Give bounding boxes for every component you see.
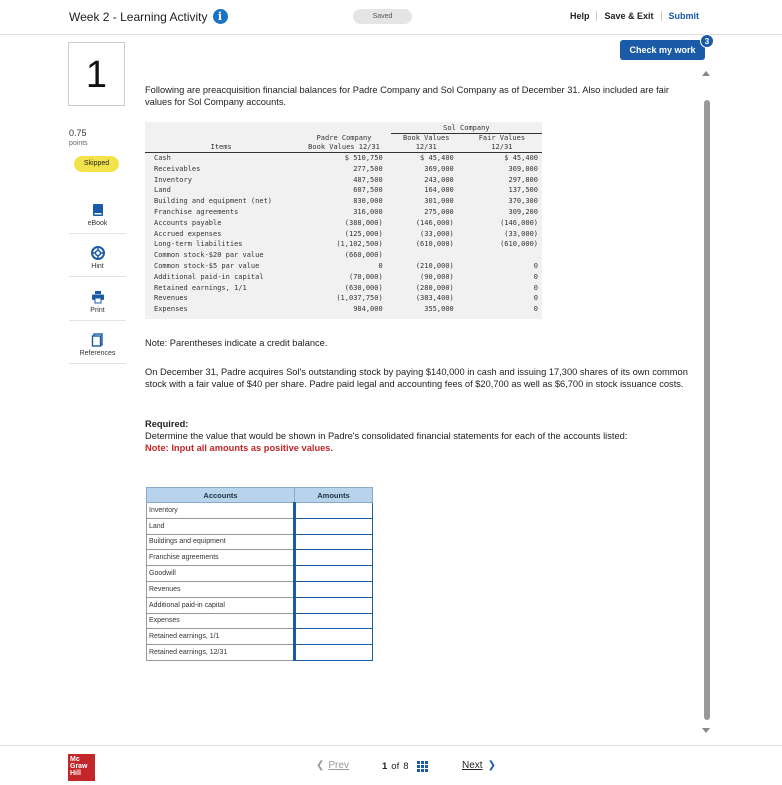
item-cell: Building and equipment (net) [154, 197, 273, 206]
question-intro: Following are preacquisition financial balances for Padre Company and Sol Company as of December 31. Also included are fair values for Sol Company accounts. [145, 85, 670, 107]
table-row [145, 164, 542, 175]
scrollbar-thumb[interactable] [704, 100, 710, 720]
table-row [145, 283, 542, 294]
value-cell: (146,000) [415, 218, 454, 227]
table-row [145, 229, 542, 240]
account-label: Revenues [147, 581, 295, 597]
print-tool[interactable] [69, 290, 126, 321]
logo-line-3: Hill [70, 770, 81, 777]
table-row [145, 175, 542, 186]
amount-input[interactable] [296, 614, 372, 627]
amount-cell [295, 534, 373, 550]
value-cell: 164,000 [424, 186, 454, 195]
sol-book-header-1: Book Values [403, 134, 450, 142]
parentheses-note: Note: Parentheses indicate a credit balance. [145, 338, 328, 348]
amount-cell [295, 613, 373, 629]
book-icon [91, 203, 105, 217]
value-cell: 0 [533, 294, 538, 303]
item-cell: Accrued expenses [154, 229, 222, 238]
submit-link[interactable]: Submit [661, 11, 707, 21]
sol-fair-header-1: Fair Values [478, 134, 526, 142]
value-cell: (388,000) [344, 218, 383, 227]
amount-input[interactable] [296, 551, 372, 564]
value-cell: $ 45,400 [504, 154, 538, 162]
value-cell: (280,000) [415, 283, 454, 292]
value-cell: (210,000) [415, 261, 454, 270]
value-cell: 984,000 [353, 305, 383, 314]
answer-row [147, 550, 373, 566]
logo-line-2: Graw [70, 763, 88, 770]
account-label: Inventory [147, 503, 295, 519]
lifebuoy-icon [91, 246, 105, 260]
balance-table [145, 124, 542, 315]
item-cell: Cash [154, 154, 171, 162]
value-cell: 137,500 [508, 186, 538, 195]
document-icon [91, 333, 105, 347]
item-cell: Franchise agreements [154, 207, 239, 216]
item-cell: Land [154, 186, 171, 195]
value-cell: $ 45,400 [420, 154, 454, 162]
value-cell: 607,500 [353, 186, 383, 195]
assignment-title-text: Week 2 - Learning Activity [69, 9, 208, 24]
items-header: Items [145, 143, 297, 153]
hint-tool[interactable] [69, 246, 126, 277]
required-text: Determine the value that would be shown in Padre's consolidated financial statements for each of the accounts listed: [145, 431, 628, 441]
required-note: Note: Input all amounts as positive values. [145, 443, 334, 453]
amount-input[interactable] [296, 535, 372, 548]
help-link[interactable]: Help [569, 11, 590, 21]
prev-label: Prev [328, 760, 349, 771]
ebook-tool[interactable] [69, 203, 126, 234]
chevron-left-icon: ❮ [316, 760, 325, 771]
value-cell: (660,000) [344, 251, 383, 260]
value-cell: 487,500 [353, 175, 383, 184]
value-cell: 0 [378, 261, 383, 270]
item-cell: Common stock-$20 par value [154, 251, 264, 260]
check-my-work-button[interactable]: Check my work [620, 40, 705, 60]
value-cell: 243,000 [424, 175, 454, 184]
points-value: 0.75 [69, 128, 87, 138]
next-button[interactable] [462, 760, 496, 771]
item-cell: Common stock-$5 par value [154, 261, 260, 270]
required-label: Required: [145, 419, 189, 429]
amount-input[interactable] [296, 520, 372, 533]
value-cell: 309,200 [508, 207, 538, 216]
table-row [145, 207, 542, 218]
saved-indicator: Saved [353, 9, 412, 24]
mcgraw-hill-logo [68, 754, 95, 781]
accounts-header: Accounts [147, 488, 295, 503]
value-cell: (146,000) [500, 218, 538, 227]
balance-table-container [145, 122, 542, 319]
item-cell: Retained earnings, 1/1 [154, 283, 247, 292]
answer-row [147, 629, 373, 645]
footer [0, 745, 782, 785]
grid-icon[interactable] [417, 761, 428, 772]
top-actions [563, 11, 706, 21]
current-page: 1 [382, 761, 388, 772]
account-label: Buildings and equipment [147, 534, 295, 550]
value-cell: 370,300 [508, 197, 538, 206]
answer-row [147, 645, 373, 661]
item-cell: Revenues [154, 294, 188, 303]
value-cell: 0 [533, 305, 538, 314]
value-cell: (1,037,750) [336, 294, 383, 303]
top-bar [0, 0, 782, 35]
references-tool[interactable] [69, 333, 126, 364]
account-label: Land [147, 518, 295, 534]
item-cell: Additional paid-in capital [154, 272, 264, 281]
amount-input[interactable] [296, 646, 372, 659]
table-row [145, 250, 542, 261]
table-row [145, 304, 542, 315]
answer-row [147, 613, 373, 629]
padre-header-2: Book Values 12/31 [297, 143, 390, 153]
table-row [145, 185, 542, 196]
value-cell: (610,000) [415, 240, 454, 249]
total-pages: 8 [403, 761, 409, 772]
value-cell: (125,000) [344, 229, 383, 238]
value-cell: (383,400) [415, 294, 454, 303]
value-cell: 301,000 [424, 197, 454, 206]
table-row [145, 272, 542, 283]
value-cell: $ 510,750 [344, 154, 383, 162]
value-cell: 316,000 [353, 207, 383, 216]
item-cell: Expenses [154, 305, 188, 314]
account-label: Expenses [147, 613, 295, 629]
value-cell: 277,500 [353, 164, 383, 173]
next-label: Next [462, 760, 483, 771]
account-label: Additional paid-in capital [147, 597, 295, 613]
value-cell [462, 250, 542, 261]
value-cell: 297,800 [508, 175, 538, 184]
item-cell: Long-term liabilities [154, 240, 243, 249]
table-row [145, 239, 542, 250]
account-label: Franchise agreements [147, 550, 295, 566]
item-cell: Inventory [154, 175, 192, 184]
amount-input[interactable] [296, 599, 372, 612]
answer-row [147, 566, 373, 582]
references-label: References [79, 350, 116, 357]
info-icon[interactable]: i [213, 9, 228, 24]
answer-row [147, 581, 373, 597]
account-label: Retained earnings, 12/31 [147, 645, 295, 661]
answer-row [147, 597, 373, 613]
value-cell: (90,000) [420, 272, 454, 281]
amounts-header: Amounts [295, 488, 373, 503]
value-cell: (630,000) [344, 283, 383, 292]
answer-row [147, 518, 373, 534]
amount-input[interactable] [296, 583, 372, 596]
amount-cell [295, 629, 373, 645]
page-indicator[interactable] [382, 761, 428, 772]
scroll-down-arrow-icon[interactable] [702, 728, 710, 733]
table-row [145, 218, 542, 229]
amount-input[interactable] [296, 504, 372, 517]
value-cell: 830,000 [353, 197, 383, 206]
value-cell: 355,000 [424, 305, 454, 314]
amount-cell [295, 503, 373, 519]
amount-cell [295, 518, 373, 534]
value-cell: (1,102,500) [336, 240, 383, 249]
padre-header-1: Padre Company [316, 133, 372, 142]
value-cell: 369,000 [508, 164, 538, 173]
value-cell: (33,000) [420, 229, 454, 238]
amount-cell [295, 550, 373, 566]
account-label: Goodwill [147, 566, 295, 582]
value-cell [391, 250, 462, 261]
assignment-title [69, 9, 228, 24]
value-cell: 0 [533, 283, 538, 292]
print-label: Print [90, 307, 105, 314]
amount-input[interactable] [296, 567, 372, 580]
prev-button[interactable] [316, 760, 349, 771]
amount-cell [295, 566, 373, 582]
table-row [145, 261, 542, 272]
save-exit-link[interactable]: Save & Exit [596, 11, 660, 21]
answer-row [147, 534, 373, 550]
value-cell: (70,000) [348, 272, 383, 281]
table-row [145, 153, 542, 164]
printer-icon [91, 290, 105, 304]
account-label: Retained earnings, 1/1 [147, 629, 295, 645]
amount-cell [295, 581, 373, 597]
amount-cell [295, 597, 373, 613]
points-label: points [69, 140, 88, 147]
value-cell: 0 [533, 272, 538, 281]
item-cell: Receivables [154, 164, 201, 173]
sol-fair-header-2: 12/31 [462, 143, 542, 153]
answer-row [147, 503, 373, 519]
page-of: of [391, 761, 400, 772]
value-cell: 275,000 [424, 207, 454, 216]
required-section [145, 418, 690, 454]
amount-cell [295, 645, 373, 661]
value-cell: (33,000) [504, 229, 538, 238]
table-row [145, 196, 542, 207]
scroll-up-arrow-icon[interactable] [702, 71, 710, 76]
sol-company-header: Sol Company [391, 124, 542, 134]
sol-book-header-2: 12/31 [391, 143, 462, 153]
question-number: 1 [68, 42, 125, 106]
answer-table [146, 487, 373, 661]
hint-label: Hint [91, 263, 104, 270]
chevron-right-icon: ❯ [487, 760, 496, 771]
logo-line-1: Mc [70, 756, 80, 763]
check-attempts-badge: 3 [700, 34, 714, 48]
status-badge: Skipped [74, 156, 119, 172]
value-cell: 369,000 [424, 164, 454, 173]
acquisition-paragraph: On December 31, Padre acquires Sol's outstanding stock by paying $140,000 in cash and issuing 17,300 shares of its own common stock with a fair value of $40 per share. Padre paid legal and accounting fees of $20,700 as well as $6,700 in stock issuance costs. [145, 367, 688, 389]
amount-input[interactable] [296, 630, 372, 643]
value-cell: 0 [533, 261, 538, 270]
value-cell: (610,000) [500, 240, 538, 249]
ebook-label: eBook [87, 220, 108, 227]
item-cell: Accounts payable [154, 218, 222, 227]
table-row [145, 293, 542, 304]
